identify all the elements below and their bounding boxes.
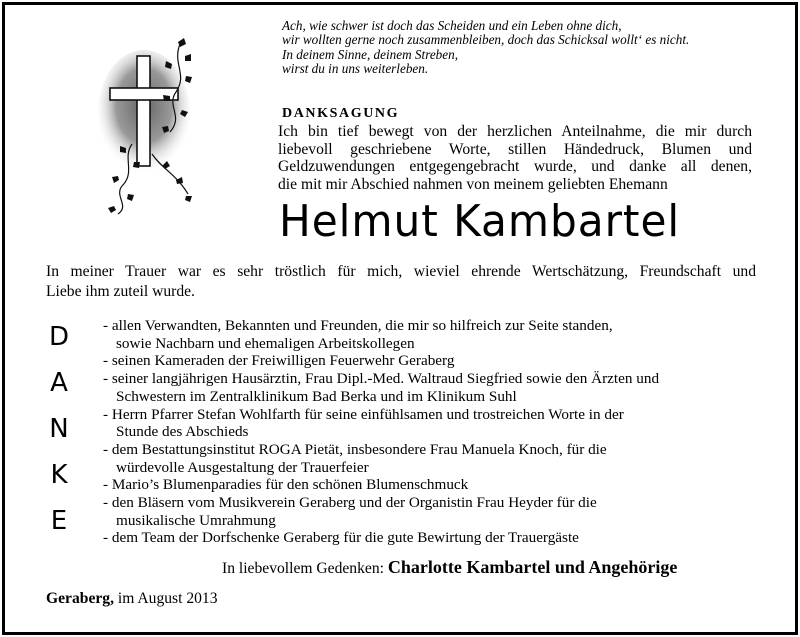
danke-letter: A — [50, 368, 68, 398]
danke-letter: N — [49, 414, 69, 444]
list-item: - dem Team der Dorfschenke Geraberg für die gute Bewirtung der Trauergäste — [103, 529, 579, 547]
danksagung-line: Geldzuwendungen entgegengebracht wurde, und danke all denen, — [278, 158, 752, 176]
closing-line — [222, 557, 677, 578]
list-item: - den Bläsern vom Musikverein Geraberg und der Organistin Frau Heyder für die — [103, 494, 597, 512]
list-item: - Herrn Pfarrer Stefan Wohlfarth für seine einfühlsamen und trostreichen Worte in der — [103, 405, 624, 423]
list-item: - Mario’s Blumenparadies für den schönen Blumenschmuck — [103, 476, 469, 494]
poem-line: In deinem Sinne, deinem Streben, — [282, 46, 459, 62]
danke-letter: K — [50, 460, 68, 490]
list-item-continuation: Schwestern im Zentralklinikum Bad Berka und im Klinikum Suhl — [116, 387, 517, 405]
danksagung-line: Ich bin tief bewegt von der herzlichen Anteilnahme, die mir durch — [278, 123, 752, 140]
thanks-list — [103, 317, 763, 547]
danke-letter: D — [48, 322, 70, 352]
list-item-continuation: würdevolle Ausgestaltung der Trauerfeier — [116, 458, 369, 476]
intro-text — [46, 262, 756, 302]
closing-prefix: In liebevollem Gedenken: — [222, 560, 384, 577]
date: im August 2013 — [117, 590, 218, 607]
place-date — [46, 590, 218, 608]
list-item-continuation: Stunde des Abschieds — [116, 423, 249, 441]
list-item: - seinen Kameraden der Freiwilligen Feuerwehr Geraberg — [103, 352, 455, 370]
mourners-names: Charlotte Kambartel und Angehörige — [387, 557, 678, 577]
danke-letter: E — [50, 506, 68, 536]
danksagung-heading: DANKSAGUNG — [282, 106, 400, 121]
intro-line: Liebe ihm zuteil wurde. — [46, 283, 195, 300]
danksagung-text — [278, 123, 752, 193]
danksagung-line: die mit mir Abschied nahmen von meinem geliebten Ehemann — [278, 175, 668, 193]
poem-line: Ach, wie schwer ist doch das Scheiden und ein Leben ohne dich, — [282, 18, 622, 33]
list-item: - allen Verwandten, Bekannten und Freunden, die mir so hilfreich zur Seite standen, — [103, 317, 613, 334]
list-item-continuation: sowie Nachbarn und ehemaligen Arbeitskollegen — [116, 334, 415, 352]
poem-line: wirst du in uns weiterleben. — [282, 60, 429, 76]
poem — [282, 19, 762, 76]
list-item: - dem Bestattungsinstitut ROGA Pietät, insbesondere Frau Manuela Knoch, für die — [103, 440, 607, 458]
danksagung-line: liebevoll geschriebene Worte, stillen Händedruck, Blumen und — [278, 140, 752, 158]
cross-with-ivy-icon — [92, 34, 202, 216]
intro-line: In meiner Trauer war es sehr tröstlich für mich, wieviel ehrende Wertschätzung, Freundschaft und — [46, 263, 756, 280]
poem-line: wir wollten gerne noch zusammenbleiben, doch das Schicksal wollt‘ es nicht. — [282, 32, 690, 48]
deceased-name: Helmut Kambartel — [279, 196, 681, 247]
list-item-continuation: musikalische Umrahmung — [116, 511, 276, 529]
place-city: Geraberg, — [46, 590, 114, 607]
list-item: - seiner langjährigen Hausärztin, Frau Dipl.-Med. Waltraud Siegfried sowie den Ärzten und — [103, 370, 660, 388]
